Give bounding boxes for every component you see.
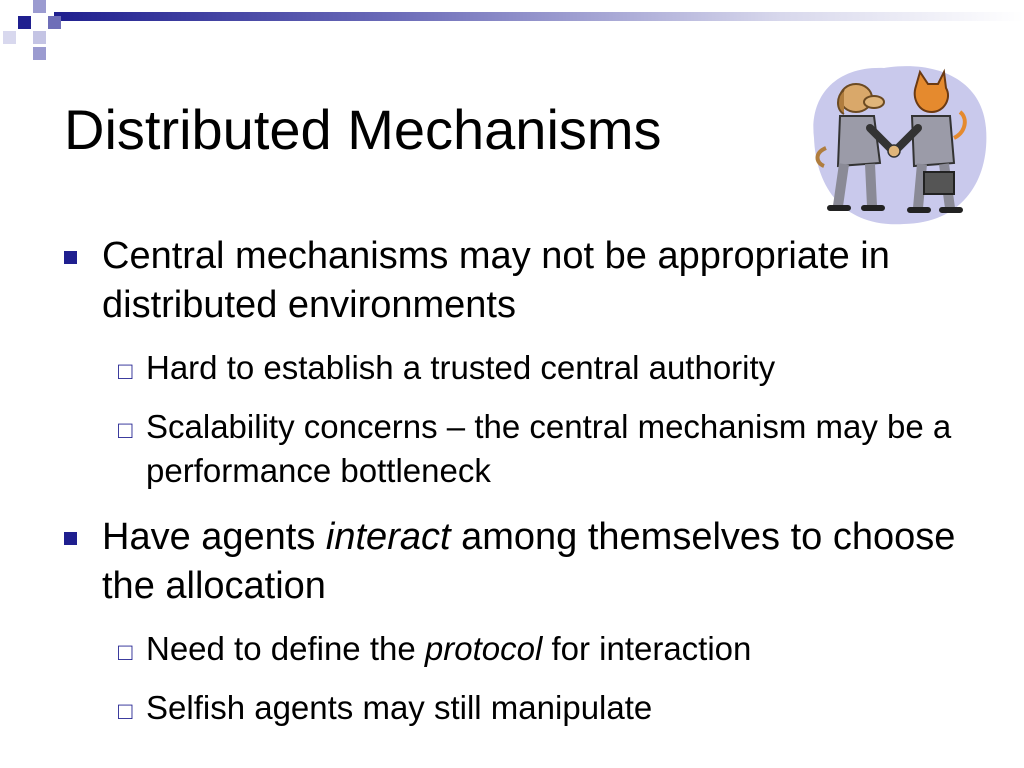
sub-bullet-item [64, 346, 984, 390]
deco-square [33, 31, 46, 44]
bullet-item [64, 513, 984, 611]
bullet-text-start: Have agents [102, 516, 326, 558]
hollow-square-bullet-icon: □ [118, 358, 133, 385]
header-decoration [0, 0, 1024, 60]
bullet-text-end: among themselves to choose the allocation [102, 516, 956, 607]
deco-square [48, 16, 61, 29]
slide-body [64, 232, 984, 745]
sub-bullet-text-start: Need to define the [146, 630, 425, 667]
handshake-illustration [804, 58, 990, 228]
sub-bullet-item [64, 405, 984, 493]
bullet-item [64, 232, 984, 330]
sub-bullet-text: Scalability concerns – the central mechanism may be a performance bottleneck [146, 408, 952, 489]
square-bullet-icon [64, 251, 77, 264]
sub-bullet-text: Hard to establish a trusted central authority [146, 349, 776, 386]
header-gradient-bar [54, 12, 1024, 21]
deco-square [33, 0, 46, 13]
hollow-square-bullet-icon: □ [118, 639, 133, 666]
sub-bullet-text-end: for interaction [542, 630, 752, 667]
sub-bullet-text: Selfish agents may still manipulate [146, 689, 653, 726]
hollow-square-bullet-icon: □ [118, 698, 133, 725]
deco-square [18, 16, 31, 29]
slide-title: Distributed Mechanisms [64, 98, 662, 161]
sub-bullet-text-emphasis: protocol [424, 630, 543, 667]
hollow-square-bullet-icon: □ [118, 417, 133, 444]
bullet-text-emphasis: interact [325, 516, 451, 558]
bullet-text: Central mechanisms may not be appropriate in distributed environments [102, 235, 890, 326]
square-bullet-icon [64, 532, 77, 545]
sub-bullet-item [64, 627, 984, 671]
deco-square [33, 47, 46, 60]
sub-bullet-item [64, 686, 984, 730]
deco-square [3, 31, 16, 44]
